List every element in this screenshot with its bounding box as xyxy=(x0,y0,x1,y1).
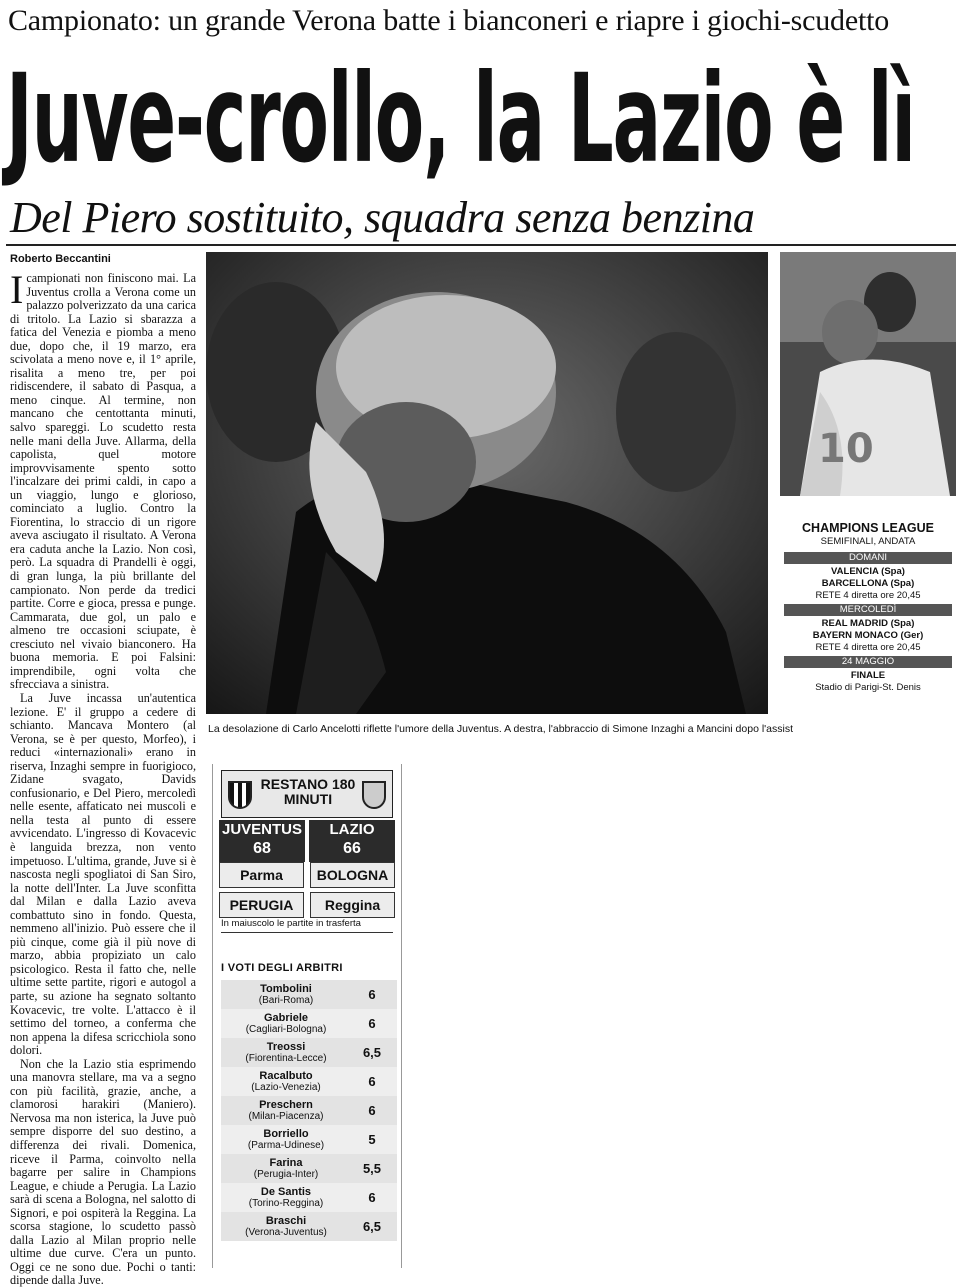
team-name: BAYERN MONACO (Ger) xyxy=(812,630,924,641)
divider xyxy=(6,244,956,246)
team-name: REAL MADRID (Spa) xyxy=(821,618,915,629)
fixture: BOLOGNA xyxy=(310,862,395,888)
fixture: PERUGIA xyxy=(219,892,304,918)
date-band: MERCOLEDÌ xyxy=(784,604,952,616)
list-item xyxy=(221,1183,397,1212)
juventus-score xyxy=(219,820,305,862)
champions-title: CHAMPIONS LEAGUE xyxy=(802,521,934,535)
referee-ratings-list xyxy=(221,980,397,1241)
rating: 6 xyxy=(368,1074,376,1089)
article-paragraph: La Juve incassa un'autentica lezione. E' il gruppo a cedere di schianto. Mancava Montero (al Verona, se è per questo, Morfeo), i reduci «internazionali» erano in riserva, Inzaghi sempre in fuorigioco, Zidane svagato, Davids confusionario, e Del Piero, mercoledì nelle esente, affaticato nei muscoli e nella testa al punto di essere avvicendato. L'ingresso di Kovacevic è languida brezza, non vento impetuoso. L'ultima, grande, Juve si è nascosta negli spogliatoi di San Siro, la notte dell'Inter. La Juve sconfitta dal Milan e dalla Lazio aveva combattuto sino in fondo. Questa, nemmeno all'inizio. Può essere che il più cinque, come già il più nove di marzo, abbia propiziato un calo psicologico. Resta il fatto che, nelle ultime sette partite, rigori e autogol a parte, su azione ha segnato soltanto Kovacevic, tre volte. L'attacco è il settimo del torneo, a conferma che non appena la difesa scricchiola sono dolori. xyxy=(10,690,196,1058)
match-name: (Cagliari-Bologna) xyxy=(245,1023,327,1035)
tv-info: RETE 4 diretta ore 20,45 xyxy=(815,590,921,601)
champions-league-box xyxy=(784,520,952,694)
rating: 6,5 xyxy=(362,1219,382,1234)
match-name: (Bari-Roma) xyxy=(258,994,314,1006)
list-item xyxy=(221,1154,397,1183)
referee-name: Gabriele xyxy=(263,1011,309,1024)
match-name: (Fiorentina-Lecce) xyxy=(245,1052,327,1064)
subhead: Del Piero sostituito, squadra senza benzina xyxy=(10,193,755,242)
list-item xyxy=(221,1009,397,1038)
remaining-title: RESTANO 180 MINUTI xyxy=(260,776,356,807)
team-name: JUVENTUS xyxy=(221,821,303,838)
match-name: (Lazio-Venezia) xyxy=(251,1081,321,1093)
team-name: VALENCIA (Spa) xyxy=(831,566,905,577)
rating: 5,5 xyxy=(362,1161,382,1176)
article-paragraph: Icampionati non finiscono mai. La Juventus crolla a Verona come un palazzo polverizzato da una carica di tritolo. La Lazio si sbarazza a fatica del Venezia e piomba a meno due, dopo che, il 19 marzo, era scivolata a meno nove e, il 1° aprile, risalita a meno tre, per poi ridiscendere, il sabato di Pasqua, a meno cinque. Al termine, non mancano che centottanta minuti, salvo spareggi. Lo scudetto resta nelle mani della Juve. Allarma, della capolista, quel motore improvvisamente spento sotto l'incalzare dei primi caldi, in capo a un viaggio, lungo e glorioso, cominciato a luglio. Contro la Fiorentina, lo straccio di un rigore aveva asciugato il risultato. A Verona era caduta anche la Lazio. Non così, però. La squadra di Prandelli è oggi, di gran lunga, la più brillante del campionato. Non perde da tredici partite. Corre e gioca, pressa e punge. Cammarata, due gol, un palo e almeno tre occasioni sciupate, è cresciuto nel vivaio bianconero. Ha buona memoria. E poi Falsini: imprendibile, ogni volta che sfrecciava a sinistra. xyxy=(10,267,196,692)
referee-name: Borriello xyxy=(263,1127,309,1140)
list-item xyxy=(221,1125,397,1154)
referee-name: Racalbuto xyxy=(259,1069,313,1082)
team-name: LAZIO xyxy=(329,821,375,838)
referee-name: Treossi xyxy=(266,1040,306,1053)
referee-name: Farina xyxy=(269,1156,303,1169)
team-points: 66 xyxy=(343,840,361,857)
sidebar-panel xyxy=(212,764,402,1268)
team-points: 68 xyxy=(253,840,271,857)
byline: Roberto Beccantini xyxy=(10,253,111,265)
team-name: BARCELLONA (Spa) xyxy=(821,578,915,589)
juventus-crest-icon xyxy=(228,781,252,809)
article-body xyxy=(10,267,196,1288)
list-item xyxy=(221,1038,397,1067)
referee-name: Tombolini xyxy=(260,982,312,995)
fixture: Parma xyxy=(219,862,304,888)
rating: 6 xyxy=(368,1016,376,1031)
referee-name: Preschern xyxy=(259,1098,313,1111)
kicker: Campionato: un grande Verona batte i bianconeri e riapre i giochi-scudetto xyxy=(8,4,890,37)
match-name: (Parma-Udinese) xyxy=(247,1139,325,1151)
rating: 6 xyxy=(368,1103,376,1118)
lazio-crest-icon xyxy=(362,781,386,809)
fixtures-row xyxy=(219,862,395,888)
rating: 6 xyxy=(368,1190,376,1205)
referee-ratings-title: I VOTI DEGLI ARBITRI xyxy=(221,962,343,974)
headline: Juve-crollo, la Lazio è lì xyxy=(6,48,915,190)
remaining-minutes-header xyxy=(221,770,393,818)
rating: 6 xyxy=(368,987,376,1002)
lazio-score xyxy=(309,820,395,862)
article-paragraph: Non che la Lazio stia esprimendo una manovra stellare, ma va a segno con più facilità, grazie, anche, a clamorosi harakiri (Maniero). Nervosa ma non isterica, la Juve può sempre disporre del suo destino, a differenza dei rivali. Domenica, riceve il Parma, coinvolto nella bagarre per salire in Champions League, e chiude a Perugia. La Lazio sarà di scena a Bologna, nel salotto di Signori, e poi ospiterà la Reggina. La scorsa stagione, lo scudetto passò dalla Lazio al Milan proprio nelle ultime due curve. C'era un punto. Oggi ce ne sono due. Pochi o tanti: dipende dalla Juve. xyxy=(10,1056,196,1288)
referee-name: De Santis xyxy=(260,1185,312,1198)
fixture: Reggina xyxy=(310,892,395,918)
photo-caption: La desolazione di Carlo Ancelotti riflette l'umore della Juventus. A destra, l'abbraccio di Simone Inzaghi a Mancini dopo l'assist xyxy=(208,723,794,735)
champions-subtitle: SEMIFINALI, ANDATA xyxy=(820,536,916,547)
standings-row xyxy=(219,820,395,862)
referee-name: Braschi xyxy=(265,1214,307,1227)
match-name: (Torino-Reggina) xyxy=(248,1197,324,1209)
list-item xyxy=(221,1212,397,1241)
date-band: DOMANI xyxy=(784,552,952,564)
match-name: (Milan-Piacenza) xyxy=(248,1110,324,1122)
tv-info: RETE 4 diretta ore 20,45 xyxy=(815,642,921,653)
main-photo xyxy=(206,252,768,714)
inzaghi-mancini-photo-image xyxy=(780,252,956,496)
fixtures-note: In maiuscolo le partite in trasferta xyxy=(221,918,393,933)
list-item xyxy=(221,1067,397,1096)
list-item xyxy=(221,1096,397,1125)
date-band: 24 MAGGIO xyxy=(784,656,952,668)
match-name: (Verona-Juventus) xyxy=(245,1226,327,1238)
side-photo xyxy=(780,252,956,496)
list-item xyxy=(221,980,397,1009)
fixtures-row xyxy=(219,892,395,918)
ancelotti-photo-image xyxy=(206,252,768,714)
svg-text:10: 10 xyxy=(818,426,874,472)
final-label: FINALE xyxy=(850,670,886,681)
match-name: (Perugia-Inter) xyxy=(253,1168,319,1180)
rating: 6,5 xyxy=(362,1045,382,1060)
final-venue: Stadio di Parigi-St. Denis xyxy=(815,682,921,693)
rating: 5 xyxy=(368,1132,376,1147)
